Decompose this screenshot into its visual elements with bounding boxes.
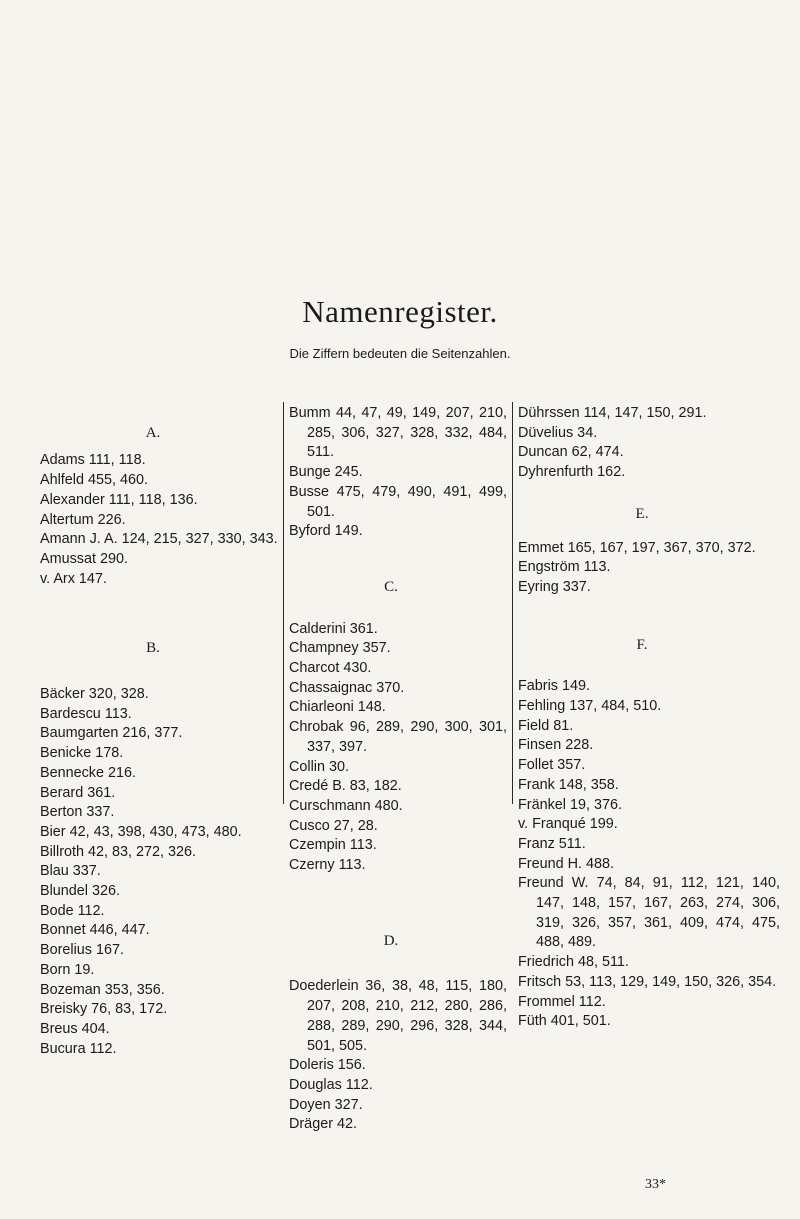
index-entry: Frommel 112.	[518, 993, 606, 1010]
index-entry: Blundel 326.	[40, 883, 121, 900]
index-entry: Bunge 245.	[289, 464, 363, 481]
page-signature: 33*	[645, 1177, 666, 1192]
index-entry: Ahlfeld 455, 460.	[40, 472, 149, 489]
page-subtitle: Die Ziffern bedeuten die Seitenzahlen.	[289, 346, 511, 361]
index-entry: Bumm 44, 47, 49, 149, 207, 210, 285, 306, 327, 328, 332, 484, 511.	[289, 405, 507, 461]
index-entry: Alexander 111, 118, 136.	[40, 491, 198, 508]
index-entry: Bäcker 320, 328.	[40, 686, 149, 703]
section-letter-e: E.	[635, 505, 649, 522]
index-entry: Dräger 42.	[289, 1116, 357, 1133]
index-entry: Curschmann 480.	[289, 797, 403, 814]
index-entry: Fränkel 19, 376.	[518, 796, 622, 813]
index-entry: Credé B. 83, 182.	[289, 778, 402, 795]
index-entry: Dührssen 114, 147, 150, 291.	[518, 405, 707, 421]
index-entry: Czempin 113.	[289, 837, 377, 854]
index-entry: Blau 337.	[40, 863, 101, 880]
index-column-1	[40, 404, 280, 1059]
index-entry: Eyring 337.	[518, 578, 591, 595]
index-entry: Collin 30.	[289, 758, 349, 775]
index-entry: Douglas 112.	[289, 1076, 373, 1093]
index-entry: Baumgarten 216, 377.	[40, 725, 183, 742]
index-entry: Finsen 228.	[518, 737, 594, 754]
index-entry: Berard 361.	[40, 784, 116, 801]
index-entry: Bucura 112.	[40, 1040, 117, 1057]
column-divider-left	[283, 402, 284, 804]
index-entry: Fehling 137, 484, 510.	[518, 698, 662, 715]
index-entry: Bode 112.	[40, 902, 105, 919]
index-entry: Altertum 226.	[40, 511, 126, 528]
index-entry: Fabris 149.	[518, 678, 590, 695]
index-entry: Doyen 327.	[289, 1096, 363, 1113]
index-entry: Cusco 27, 28.	[289, 817, 378, 834]
index-entry: Franz 511.	[518, 835, 586, 852]
section-letter-a: A.	[145, 424, 161, 441]
index-entry: Adams 111, 118.	[40, 452, 146, 469]
index-entry: Düvelius 34.	[518, 424, 598, 441]
index-entry: Benicke 178.	[40, 745, 124, 762]
column-divider-right	[512, 402, 513, 804]
index-entry: v. Arx 147.	[40, 570, 107, 587]
index-entry: Amussat 290.	[40, 550, 128, 567]
index-entry: Chiarleoni 148.	[289, 699, 386, 716]
index-entry: Bozeman 353, 356.	[40, 981, 165, 998]
section-letter-b: B.	[146, 640, 160, 657]
index-column-2	[289, 404, 507, 1135]
index-entry: Bardescu 113.	[40, 705, 132, 722]
index-entry: Champney 357.	[289, 640, 391, 657]
index-entry: Frank 148, 358.	[518, 776, 619, 793]
index-entry: Byford 149.	[289, 523, 363, 540]
index-entry: Busse 475, 479, 490, 491, 499, 501.	[289, 483, 507, 520]
page-title: Namenregister.	[302, 294, 498, 329]
index-entry: Bier 42, 43, 398, 430, 473, 480.	[40, 823, 242, 840]
index-entry: Freund H. 488.	[518, 855, 614, 872]
index-entry: Duncan 62, 474.	[518, 444, 624, 461]
index-entry: Breisky 76, 83, 172.	[40, 1001, 168, 1018]
index-entry: Freund W. 74, 84, 91, 112, 121, 140, 147, 148, 157, 167, 263, 274, 306, 319, 326, 357, 361, 409, 474, 475, 488, 489.	[518, 875, 780, 951]
index-entry: Doleris 156.	[289, 1057, 366, 1074]
index-entry: Chassaignac 370.	[289, 679, 405, 696]
section-letter-d: D.	[383, 932, 399, 949]
index-entry: Füth 401, 501.	[518, 1013, 611, 1030]
index-entry: Amann J. A. 124, 215, 327, 330, 343.	[40, 531, 278, 548]
index-entry: Fritsch 53, 113, 129, 149, 150, 326, 354.	[518, 973, 777, 990]
index-entry: Charcot 430.	[289, 660, 372, 677]
index-entry: Emmet 165, 167, 197, 367, 370, 372.	[518, 539, 756, 556]
index-entry: Doederlein 36, 38, 48, 115, 180, 207, 208, 210, 212, 280, 286, 288, 289, 290, 296, 328, 344, 501, 505.	[289, 978, 507, 1054]
index-entry: Chrobak 96, 289, 290, 300, 301, 337, 397.	[289, 719, 507, 755]
index-entry: Friedrich 48, 511.	[518, 954, 629, 971]
index-entry: Follet 357.	[518, 757, 586, 774]
section-letter-c: C.	[384, 578, 398, 595]
index-entry: Calderini 361.	[289, 620, 378, 637]
index-entry: Czerny 113.	[289, 857, 366, 874]
index-entry: Field 81.	[518, 717, 574, 734]
index-entry: v. Franqué 199.	[518, 816, 618, 833]
index-entry: Engström 113.	[518, 559, 611, 576]
section-letter-f: F.	[636, 636, 648, 653]
index-entry: Bonnet 446, 447.	[40, 922, 150, 939]
index-entry: Bennecke 216.	[40, 764, 137, 781]
index-column-3	[518, 404, 780, 1032]
index-entry: Born 19.	[40, 961, 95, 978]
index-entry: Billroth 42, 83, 272, 326.	[40, 843, 197, 860]
index-entry: Borelius 167.	[40, 942, 124, 959]
index-entry: Dyhrenfurth 162.	[518, 464, 626, 481]
index-entry: Breus 404.	[40, 1020, 110, 1037]
index-entry: Berton 337.	[40, 804, 115, 821]
